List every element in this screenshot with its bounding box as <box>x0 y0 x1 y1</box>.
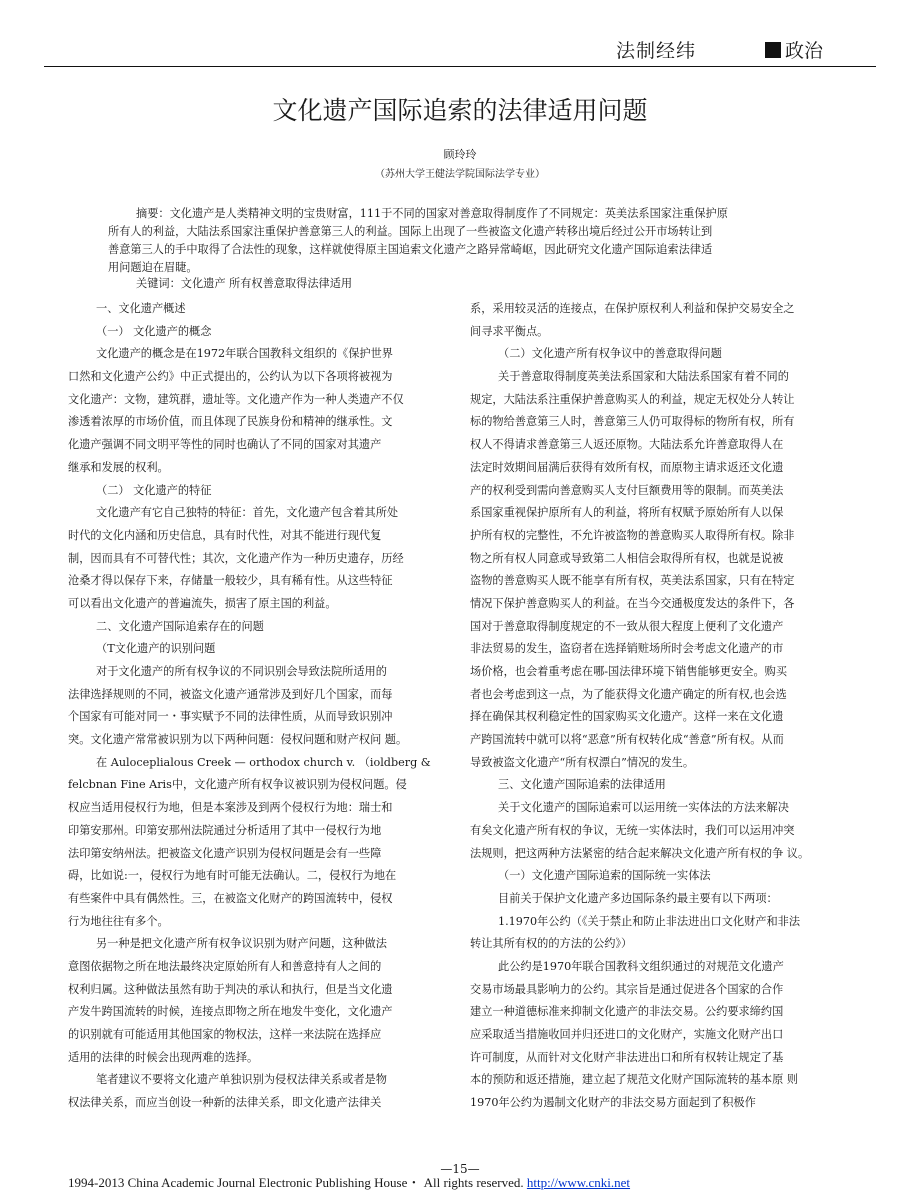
body-line: 对于文化遗产的所有权争议的不同识别会导致法院所适用的 <box>96 665 387 678</box>
body-line: 1.1970年公约（《关于禁止和防止非法进出口文化财产和非法 <box>498 914 801 928</box>
footer <box>68 1172 630 1191</box>
body-line: 此公约是1970年联合国教科文组织通过的对规范文化遗产 <box>498 959 784 973</box>
body-line: 制，因而具有不可替代性；其次，文化遗产作为一种历史遗存，历经 <box>68 551 404 565</box>
body-line: 行为地往往有多个。 <box>68 914 169 928</box>
body-line: 国对于善意取得制度规定的不一致从很大程度上便利了文化遗产 <box>470 619 784 633</box>
body-line: 规定，大陆法系注重保护善意购买人的利益，规定无权处分人转让 <box>470 392 795 406</box>
body-line: 沧桑才得以保存下来，存储量一般较少，具有稀有性。从这些特征 <box>68 574 393 588</box>
body-line: 三、文化遗产国际追索的法律适用 <box>498 778 666 792</box>
body-line: 法律选择规则的不同，被盗文化遗产通常涉及到好几个国家，而每 <box>68 687 393 701</box>
body-line: 应采取适当措施收回并归还进口的文化财产，实施文化财产出口 <box>470 1028 784 1041</box>
body-line: 有些案件中具有偶然性。三，在被盗文化财产的跨国流转中，侵权 <box>68 891 393 905</box>
abstract <box>108 205 778 277</box>
body-line: 的识别就有可能适用其他国家的物权法，这样一来法院在选择应 <box>68 1028 382 1041</box>
body-line: 文化遗产：文物，建筑群，遗址等。文化遗产作为一种人类遗产不仅 <box>68 392 404 406</box>
body-line: 系，采用较灵活的连接点，在保护原权利人利益和保护交易安全之 <box>470 302 795 315</box>
body-line: 关于文化遗产的国际追索可以运用统一实体法的方法来解决 <box>498 801 789 815</box>
body-line: 时代的文化内涵和历史信息，具有时代性，对其不能进行现代复 <box>68 528 382 542</box>
body-line: 意图依据物之所在地法最终决定原始所有人和善意持有人之间的 <box>68 959 382 973</box>
body-line: 标的物给善意第三人时，善意第三人仍可取得标的物所有权，所有 <box>470 415 795 429</box>
body-line: 产发牛跨国流转的时候，连接点即物之所在地发牛变化，文化遗产 <box>68 1005 393 1019</box>
body-line: 在 Auloceplialous Creek — orthodox church v. （ioldberg & <box>96 755 431 769</box>
body-line: 笔者建议不要将文化遗产单独识别为侵权法律关系或者是物 <box>96 1073 387 1087</box>
body-line: 关于善意取得制度英美法系国家和大陆法系国家有着不同的 <box>498 370 789 384</box>
body-line: 系国家重视保护原所有人的利益，将所有权赋予原始所有人以保 <box>470 506 784 520</box>
body-line: 权法律关系，而应当创设一种新的法律关系，即文化遗产法律关 <box>68 1096 382 1110</box>
body-line: 法规则，把这两种方法紧密的结合起来解决文化遗产所有权的争 议。 <box>470 846 810 860</box>
body-line: 导致被盗文化遗产“所有权漂白”情况的发生。 <box>470 755 695 769</box>
body-line: 非法贸易的发生，盗窃者在选择销赃场所时会考虑文化遗产的市 <box>470 642 784 656</box>
body-line: 有矣文化遗产所有权的争议，无统一实体法时，我们可以运用冲突 <box>470 823 795 837</box>
right-column <box>470 298 830 1115</box>
journal-section-label: 政治 <box>785 40 824 62</box>
footer-link[interactable]: http://www.cnki.net <box>526 1175 631 1190</box>
body-line: 二、文化遗产国际追索存在的问题 <box>96 619 264 633</box>
body-line: 继承和发展的权利。 <box>68 460 169 474</box>
body-line: 印第安那州。印第安那州法院通过分析适用了其中一侵权行为地 <box>68 823 382 837</box>
body-line: 另一种是把文化遗产所有权争议识别为财产问题，这种做法 <box>96 937 387 951</box>
body-line: 择在确保其权利稳定性的国家购买文化遗产。这样一来在文化遗 <box>470 710 784 724</box>
square-bullet-icon <box>765 42 781 58</box>
body-line: 个国家有可能对同一・事实赋予不同的法律性质，从而导致识别冲 <box>68 710 393 724</box>
body-line: 情况下保护善意购买人的利益。在当今交通极度发达的条件下，各 <box>470 596 795 610</box>
body-line: 可以看出文化遗产的普遍流失，损害了原主国的利益。 <box>68 596 337 610</box>
body-line: 场价格，也会着重考虑在哪-国法律环境下销售能够更安全。购买 <box>470 665 788 678</box>
journal-topic: 法制经纬 <box>616 40 697 62</box>
body-line: 间寻求平衡点。 <box>470 324 549 338</box>
author-affiliation: （苏州大学王健法学院国际法学专业） <box>375 169 545 180</box>
body-line: 文化遗产有它自己独特的特征：首先，文化遗产包含着其所处 <box>96 506 399 520</box>
article-title: 文化遗产国际追索的法律适用问题 <box>272 96 648 125</box>
abstract-line: 摘要：文化遗产是人类精神文明的宝贵财富，111于不同的国家对善意取得制度作了不同规定：英美法系国家注重保护原 <box>136 207 728 220</box>
body-line: 者也会考虑到这一点，为了能获得文化遗产确定的所有权,也会选 <box>470 687 787 701</box>
body-line: 许可制度，从而针对文化财产非法进出口和所有权转让规定了基 <box>470 1050 784 1064</box>
body-line: 交易市场最具影响力的公约。其宗旨是通过促进各个国家的合作 <box>470 982 784 996</box>
footer-copyright: 1994-2013 China Academic Journal Electronic Publishing House・ All rights reserved. <box>68 1175 524 1190</box>
abstract-line: 所有人的利益，大陆法系国家注重保护善意第三人的利益。国际上出现了一些被盗文化遗产转移出境后经过公开市场转让到 <box>108 225 713 238</box>
body-line: 口然和文化遗产公约》中正式提出的，公约认为以下各项将被视为 <box>68 370 393 384</box>
abstract-line: 用问题迫在眉睫。 <box>108 261 198 274</box>
keywords: 关键词：文化遗产 所有权善意取得法律适用 <box>136 277 353 290</box>
body-line: 权利归属。这种做法虽然有助于判决的承认和执行，但是当文化遗 <box>68 982 393 996</box>
body-line: 目前关于保护文化遗产多边国际条约最主要有以下两项： <box>498 891 778 905</box>
body-line: （一） 文化遗产的概念 <box>96 324 212 338</box>
body-line: 产跨国流转中就可以将“恶意”所有权转化成“善意”所有权。从而 <box>470 733 784 747</box>
body-line: 产的权利受到需向善意购买人支付巨额费用等的限制。而英美法 <box>470 483 784 497</box>
body-line: 突。文化遗产常常被识别为以下两种问题：侵权问题和财产权问 题。 <box>68 733 408 747</box>
body-line: 盗物的善意购买人既不能享有所有权，英美法系国家，只有在特定 <box>470 574 795 588</box>
body-line: 化遗产强调不同文明平等性的同时也确认了不同的国家对其遗产 <box>68 438 382 452</box>
body-line: 1970年公约为遏制文化财产的非法交易方面起到了积极作 <box>470 1096 756 1110</box>
author-name: 顾玲玲 <box>443 148 477 161</box>
left-column <box>68 298 431 1115</box>
body-line: 文化遗产的概念是在1972年联合国教科文组织的《保护世界 <box>96 347 393 361</box>
page-number: —15— <box>440 1162 480 1176</box>
body-line: 法定时效期间届满后获得有效所有权，而原物主请求返还文化遗 <box>470 460 784 474</box>
body-line: 一、文化遗产概述 <box>96 302 186 315</box>
body-line: 转让其所有权的的方法的公约》） <box>470 937 633 951</box>
body-line: （二） 文化遗产的特征 <box>96 483 212 497</box>
body-line: 渗透着浓厚的市场价值，而且体现了民族身份和精神的继承性。文 <box>68 415 393 429</box>
body-line: 权应当适用侵权行为地，但是本案涉及到两个侵权行为地：瑞士和 <box>68 801 393 815</box>
body-line: 护所有权的完整性，不允许被盗物的善意购买人取得所有权。除非 <box>470 528 795 542</box>
body-line: 碍，比如说:一，侵权行为地有时可能无法确认。二，侵权行为地在 <box>68 869 397 883</box>
journal-section <box>765 36 823 63</box>
body-line: 权人不得请求善意第三人返还原物。大陆法系允许善意取得人在 <box>470 438 784 452</box>
header-rule <box>44 66 876 67</box>
body-line: felcbnan Fine Aris中，文化遗产所有权争议被识别为侵权问题。侵 <box>68 778 407 792</box>
body-line: （二）文化遗产所有权争议中的善意取得问题 <box>498 347 722 361</box>
body-line: （T文化遗产的识别问题 <box>96 642 216 656</box>
body-line: 建立一种道德标准来抑制文化遗产的非法交易。公约要求缔约国 <box>470 1005 784 1019</box>
body-line: 法印第安纳州法。把被盗文化遗产识别为侵权问题是会有一些障 <box>68 846 382 860</box>
body-line: 物之所有权人同意或导致第二人相信会取得所有权，也就是说被 <box>470 551 784 565</box>
body-line: 本的预防和返还措施，建立起了规范文化财产国际流转的基本原 则 <box>470 1073 798 1087</box>
abstract-line: 善意第三人的手中取得了合法性的现象，这样就使得原主国追索文化遗产之路异常崎岖，因此研究文化遗产国际追索法律适 <box>108 243 713 256</box>
body-line: 适用的法律的时候会出现两难的选择。 <box>68 1050 259 1064</box>
body-line: （一）文化遗产国际追索的国际统一实体法 <box>498 869 711 883</box>
